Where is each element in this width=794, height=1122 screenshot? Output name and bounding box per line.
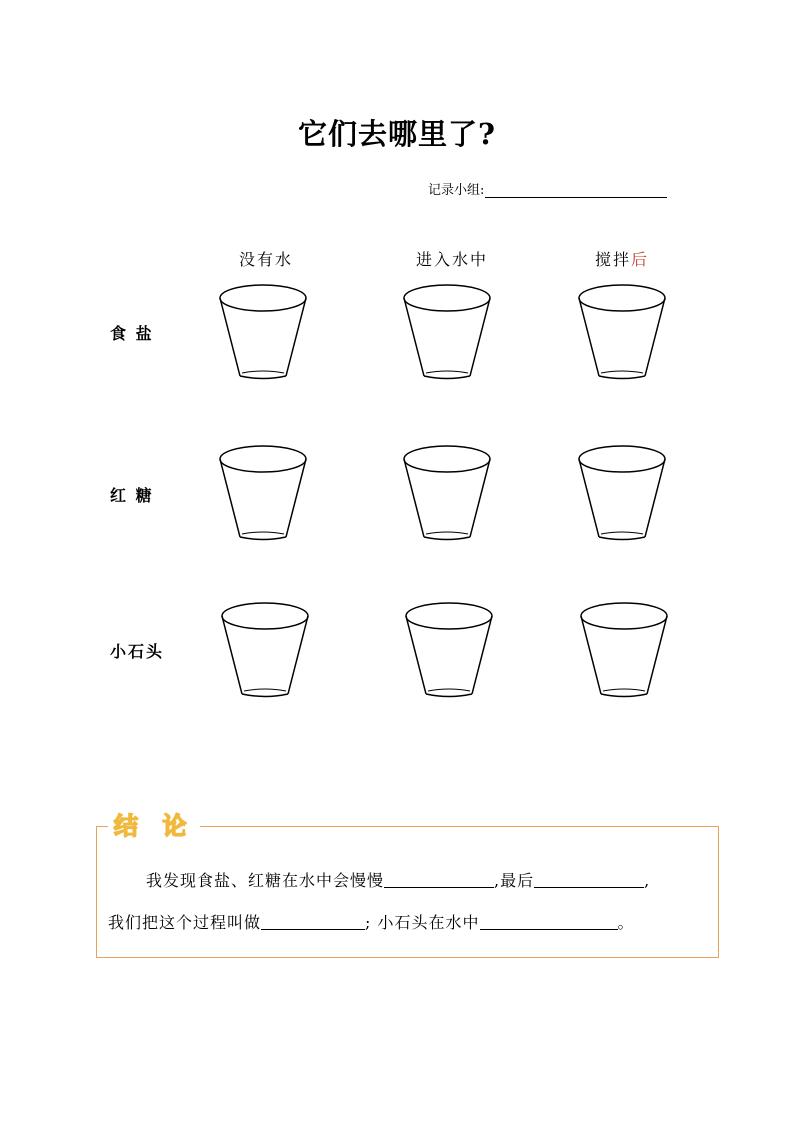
record-group xyxy=(428,179,667,198)
row-label-pebble: 小石头 xyxy=(110,642,165,661)
answer-blank[interactable] xyxy=(480,913,618,930)
conclusion-line-1 xyxy=(146,868,650,891)
conclusion-text: ; 小石头在水中 xyxy=(365,913,480,932)
conclusion-box xyxy=(96,826,719,958)
conclusion-line-2 xyxy=(108,910,635,933)
conclusion-text: 我们把这个过程叫做 xyxy=(108,913,262,932)
answer-blank[interactable] xyxy=(261,913,365,930)
cup-icon xyxy=(577,444,667,544)
page-title: 它们去哪里了? xyxy=(298,117,496,151)
column-header-after-stirring: 搅拌后 xyxy=(594,250,650,269)
conclusion-text: 。 xyxy=(617,913,635,932)
cup-icon xyxy=(404,601,494,701)
column-header-no-water: 没有水 xyxy=(238,250,293,269)
answer-blank[interactable] xyxy=(384,871,494,888)
conclusion-text: 我发现食盐、红糖在水中会慢慢 xyxy=(146,871,385,890)
conclusion-title: 结 论 xyxy=(108,806,200,841)
conclusion-text: , xyxy=(644,871,651,890)
cup-icon xyxy=(218,444,308,544)
group-label: 记录小组: xyxy=(428,183,485,198)
group-blank[interactable] xyxy=(485,183,667,198)
column-header-into-water: 进入水中 xyxy=(415,250,488,269)
cup-icon xyxy=(402,283,492,383)
row-label-salt: 食 盐 xyxy=(110,324,154,343)
answer-blank[interactable] xyxy=(534,871,644,888)
cup-icon xyxy=(218,283,308,383)
cup-icon xyxy=(220,601,310,701)
cup-icon xyxy=(579,601,669,701)
conclusion-text: ,最后 xyxy=(494,871,535,890)
row-label-brown-sugar: 红 糖 xyxy=(110,486,154,505)
cup-icon xyxy=(402,444,492,544)
cup-icon xyxy=(577,283,667,383)
